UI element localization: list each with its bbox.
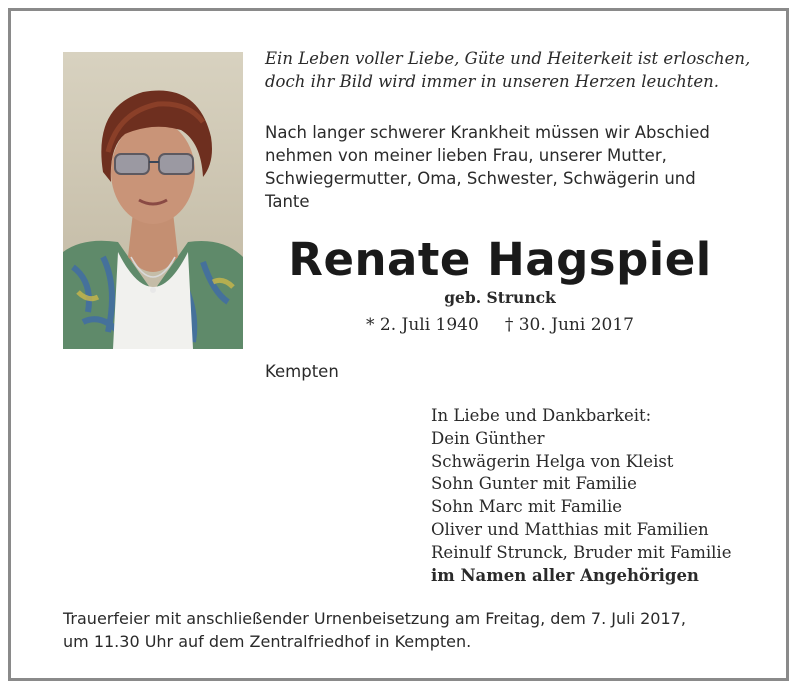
announcement-line: Schwiegermutter, Oma, Schwester, Schwägerin und <box>265 169 696 188</box>
funeral-line: Trauerfeier mit anschließender Urnenbeisetzung am Freitag, dem 7. Juli 2017, <box>63 609 686 628</box>
memorial-quote <box>265 47 751 93</box>
mourner-line: Sohn Gunter mit Familie <box>431 474 637 494</box>
mourner-line: Schwägerin Helga von Kleist <box>431 451 674 471</box>
birth-date: * 2. Juli 1940 <box>365 315 479 335</box>
life-dates <box>265 315 735 335</box>
mourners-closing: im Namen aller Angehörigen <box>431 565 699 585</box>
mourner-line: In Liebe und Dankbarkeit: <box>431 406 652 425</box>
mourner-line: Sohn Marc mit Familie <box>431 497 623 517</box>
portrait-photo <box>63 52 243 349</box>
funeral-details <box>63 607 763 653</box>
announcement-line: nehmen von meiner lieben Frau, unserer Mutter, <box>265 146 667 165</box>
funeral-line: um 11.30 Uhr auf dem Zentralfriedhof in Kempten. <box>63 632 472 651</box>
deceased-name: Renate Hagspiel <box>288 233 712 286</box>
mourners-list <box>431 405 761 587</box>
portrait-illustration <box>63 52 243 349</box>
mourner-line: Oliver und Matthias mit Familien <box>431 519 709 539</box>
death-date: † 30. Juni 2017 <box>504 315 634 335</box>
quote-line: doch ihr Bild wird immer in unseren Herzen leuchten. <box>265 72 720 91</box>
announcement-line: Tante <box>265 192 310 211</box>
maiden-name: geb. Strunck <box>444 288 556 307</box>
mourner-line: Reinulf Strunck, Bruder mit Familie <box>431 542 732 562</box>
quote-line: Ein Leben voller Liebe, Güte und Heiterkeit ist erloschen, <box>265 49 751 68</box>
mourner-line: Dein Günther <box>431 428 545 448</box>
place-name: Kempten <box>265 362 339 381</box>
announcement-line: Nach langer schwerer Krankheit müssen wir Abschied <box>265 123 710 142</box>
announcement-text <box>265 121 745 213</box>
